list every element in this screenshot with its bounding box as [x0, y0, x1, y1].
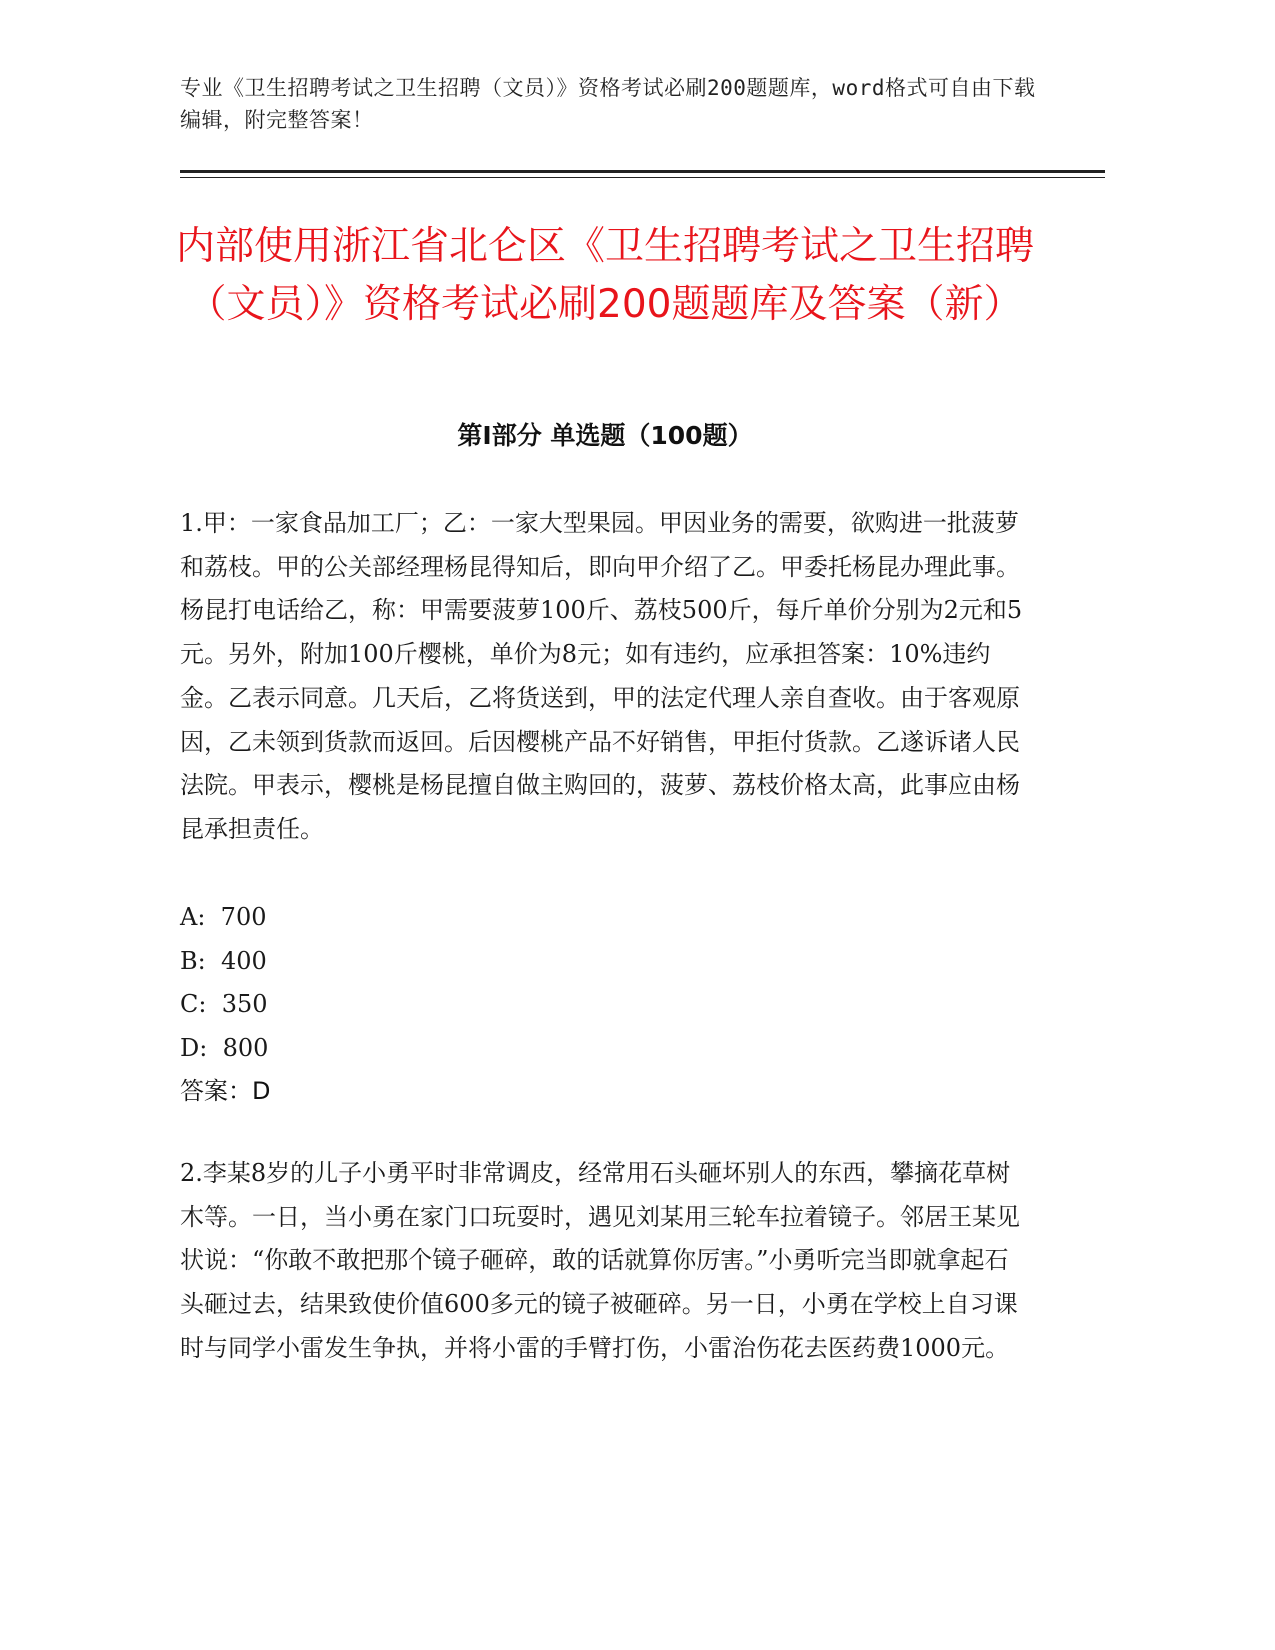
- question-1-text: 1.甲：一家食品加工厂；乙：一家大型果园。甲因业务的需要，欲购进一批菠萝和荔枝。甲的公关部经理杨昆得知后，即向甲介绍了乙。甲委托杨昆办理此事。杨昆打电话给乙，称：甲需要菠萝100斤、荔枝500斤，每斤单价分别为2元和5元。另外，附加100斤樱桃，单价为8元；如有违约，应承担答案：10%违约金。乙表示同意。几天后，乙将货送到，甲的法定代理人亲自查收。由于客观原因，乙未领到货款而返回。后因樱桃产品不好销售，甲拒付货款。乙遂诉诸人民法院。甲表示，樱桃是杨昆擅自做主购回的，菠萝、荔枝价格太高，此事应由杨昆承担责任。: [180, 509, 1023, 843]
- option-a: A: 700: [180, 903, 267, 931]
- question-1-answer: 答案：D: [180, 1077, 271, 1105]
- option-c: C: 350: [180, 990, 268, 1019]
- header-divider-thin: [180, 177, 1105, 178]
- section-heading: 第I部分 单选题（100题）: [457, 421, 753, 450]
- header-note: 专业《卫生招聘考试之卫生招聘（文员）》资格考试必刷200题题库，word格式可自由下载编辑，附完整答案！: [180, 76, 1036, 132]
- header-divider-thick: [180, 170, 1105, 173]
- option-d: D: 800: [180, 1034, 269, 1063]
- question-1-options: [180, 896, 780, 1071]
- question-2-text: 2.李某8岁的儿子小勇平时非常调皮，经常用石头砸坏别人的东西，攀摘花草树木等。一日，当小勇在家门口玩耍时，遇见刘某用三轮车拉着镜子。邻居王某见状说：“你敢不敢把那个镜子砸碎，敢的话就算你厉害。”小勇听完当即就拿起石头砸过去，结果致使价值600多元的镜子被砸碎。另一日，小勇在学校上自习课时与同学小雷发生争执，并将小雷的手臂打伤，小雷治伤花去医药费1000元。: [180, 1159, 1020, 1362]
- document-title: 内部使用浙江省北仑区《卫生招聘考试之卫生招聘（文员）》资格考试必刷200题题库及答案（新）: [175, 224, 1034, 327]
- option-b: B: 400: [180, 946, 267, 975]
